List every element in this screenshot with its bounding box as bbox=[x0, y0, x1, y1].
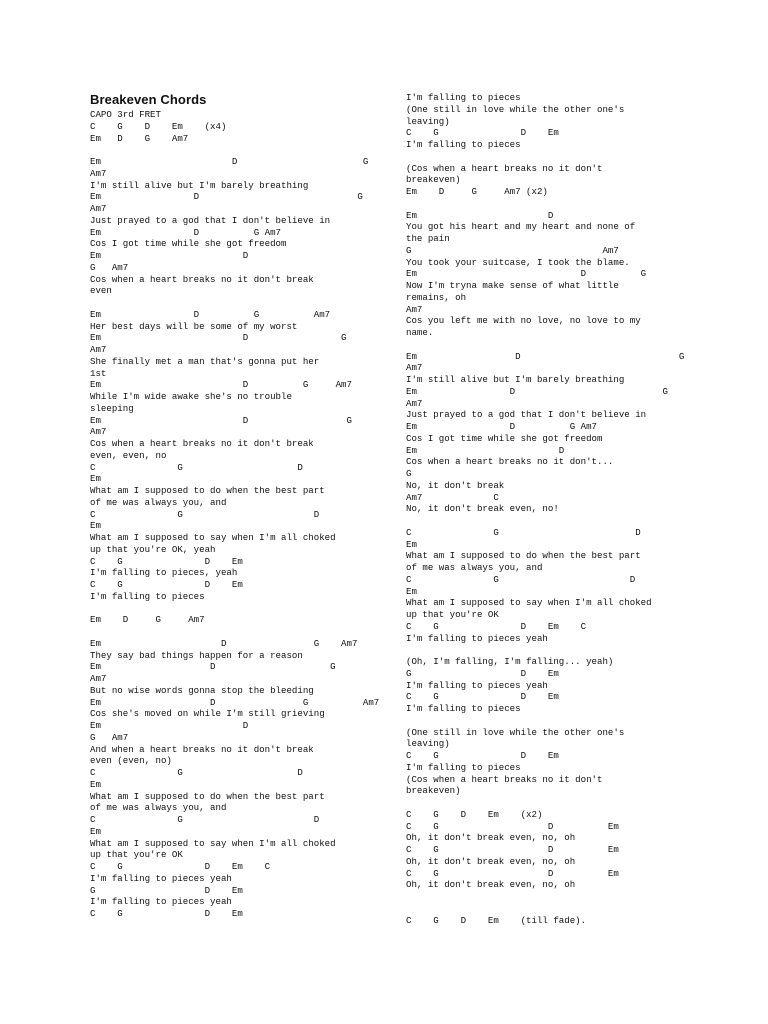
right-column-lyrics bbox=[406, 92, 684, 926]
lyric-line: Em bbox=[90, 778, 101, 790]
lyric-line: C G D Em bbox=[406, 844, 619, 855]
lyric-line: C G D Em bbox=[406, 691, 559, 703]
lyric-line: Em D G bbox=[90, 661, 336, 673]
lyric-line: Em D G Am7 (x2) bbox=[406, 186, 548, 197]
lyric-line: even (even, no) bbox=[90, 755, 172, 767]
lyric-line: 1st bbox=[90, 367, 107, 379]
lyric-line: I'm falling to pieces yeah bbox=[406, 632, 548, 644]
lyric-line bbox=[406, 515, 684, 527]
lyric-line: Em D G bbox=[90, 414, 352, 426]
song-title: Breakeven Chords bbox=[90, 92, 207, 107]
lyric-line: breakeven) bbox=[406, 785, 461, 797]
lyric-line: You took your suitcase, I took the blame. bbox=[406, 256, 630, 268]
lyric-line: Em D G Am7 bbox=[90, 132, 189, 144]
lyric-line: Oh, it don't break even, no, oh bbox=[406, 879, 576, 891]
lyric-line: C G D bbox=[406, 573, 636, 585]
lyric-line: Cos you left me with no love, no love to my bbox=[406, 315, 641, 327]
lyric-line: Em bbox=[90, 473, 101, 485]
lyric-line: C G D Em (x2) bbox=[406, 808, 543, 820]
lyric-line: Cos I got time while she got freedom bbox=[90, 238, 287, 250]
lyric-line: Em D G bbox=[90, 332, 347, 344]
lyric-line: C G D Em bbox=[90, 908, 243, 919]
lyric-line bbox=[406, 339, 684, 351]
lyric-line: Am7 bbox=[406, 397, 423, 409]
lyric-line: Am7 bbox=[90, 203, 107, 214]
lyric-line: up that you're OK bbox=[90, 849, 183, 861]
lyric-line: Am7 bbox=[90, 673, 107, 684]
lyric-line: Em D bbox=[90, 720, 249, 731]
lyric-line: Em D G Am7 bbox=[406, 421, 597, 432]
lyric-line: sleeping bbox=[90, 402, 134, 414]
lyric-line: C G D Em bbox=[90, 555, 243, 567]
lyric-line bbox=[90, 144, 379, 156]
lyric-line: CAPO 3rd FRET bbox=[90, 109, 161, 120]
lyric-line: And when a heart breaks no it don't break bbox=[90, 743, 314, 755]
lyric-line: (One still in love while the other one's bbox=[406, 726, 625, 738]
lyric-line: Em D G Am7 bbox=[90, 637, 358, 649]
lyric-line: Am7 bbox=[90, 344, 107, 355]
lyric-line: (One still in love while the other one's bbox=[406, 103, 625, 115]
lyric-line: Am7 bbox=[90, 167, 107, 179]
lyric-line: I'm falling to pieces, yeah bbox=[90, 567, 238, 579]
lyric-line bbox=[406, 903, 684, 915]
lyric-line: Em D bbox=[406, 209, 554, 221]
lyric-line: (Cos when a heart breaks no it don't bbox=[406, 773, 603, 785]
lyric-line: C G D bbox=[90, 767, 303, 778]
lyric-line bbox=[406, 151, 684, 163]
lyric-line: G Am7 bbox=[90, 731, 129, 743]
lyric-line: C G D Em (till fade). bbox=[406, 914, 587, 926]
lyric-line: I'm falling to pieces bbox=[90, 590, 205, 602]
lyric-line: even, even, no bbox=[90, 449, 167, 461]
lyric-line bbox=[406, 797, 684, 809]
lyric-line bbox=[406, 644, 684, 656]
lyric-line: While I'm wide awake she's no trouble bbox=[90, 391, 292, 402]
lyric-line: They say bad things happen for a reason bbox=[90, 649, 303, 661]
lyric-line: Cos she's moved on while I'm still grieving bbox=[90, 708, 325, 720]
left-column-lyrics bbox=[90, 109, 379, 920]
lyric-line: leaving) bbox=[406, 115, 450, 127]
lyric-line: I'm falling to pieces bbox=[406, 761, 521, 773]
lyric-line: Em bbox=[406, 538, 417, 550]
lyric-line: C G D Em (x4) bbox=[90, 120, 227, 132]
lyric-line: C G D bbox=[406, 526, 641, 538]
lyric-line: Just prayed to a god that I don't believe in bbox=[90, 214, 331, 226]
lyric-line: What am I supposed to say when I'm all choked bbox=[90, 532, 336, 543]
lyric-line: You got his heart and my heart and none of bbox=[406, 221, 636, 233]
lyric-line: I'm falling to pieces bbox=[406, 92, 521, 103]
lyric-line: Em D G Am7 bbox=[90, 696, 380, 708]
lyric-line bbox=[90, 297, 379, 309]
lyric-line: What am I supposed to do when the best part bbox=[90, 485, 325, 496]
lyric-line: Em D G bbox=[406, 268, 647, 280]
lyric-line: G bbox=[406, 468, 412, 479]
lyric-line: Em bbox=[90, 520, 101, 532]
lyric-line bbox=[406, 715, 684, 727]
lyric-line: C G D Em C bbox=[406, 620, 587, 632]
lyric-line: I'm falling to pieces bbox=[406, 703, 521, 714]
lyric-line: I'm falling to pieces yeah bbox=[90, 896, 232, 908]
lyric-line bbox=[90, 626, 379, 638]
lyric-line: I'm falling to pieces yeah bbox=[90, 872, 232, 884]
lyric-line: Her best days will be some of my worst bbox=[90, 320, 298, 332]
lyric-line: C G D Em bbox=[90, 579, 243, 590]
lyric-line: G Am7 bbox=[90, 261, 129, 273]
lyric-line: C G D Em bbox=[406, 820, 619, 832]
lyric-line: the pain bbox=[406, 233, 450, 244]
lyric-line: Em D G Am7 bbox=[90, 308, 331, 320]
lyric-line: Oh, it don't break even, no, oh bbox=[406, 832, 576, 844]
lyric-line: Em bbox=[90, 825, 101, 837]
lyric-line: Em D G bbox=[406, 350, 685, 362]
lyric-line: up that you're OK, yeah bbox=[90, 543, 216, 555]
lyric-line: even bbox=[90, 285, 112, 297]
lyric-line: But no wise words gonna stop the bleeding bbox=[90, 684, 314, 696]
lyric-line: C G D bbox=[90, 814, 320, 825]
lyric-line: Em D G Am7 bbox=[90, 226, 281, 238]
lyric-line: Em D G Am7 bbox=[90, 614, 205, 626]
lyric-line: Em bbox=[406, 585, 417, 597]
lyric-line: of me was always you, and bbox=[406, 562, 543, 573]
lyric-line: No, it don't break even, no! bbox=[406, 503, 559, 515]
lyric-line bbox=[406, 891, 684, 903]
lyric-line: remains, oh bbox=[406, 291, 467, 303]
lyric-line: leaving) bbox=[406, 738, 450, 750]
lyric-line: Am7 bbox=[406, 303, 423, 315]
lyric-line: What am I supposed to say when I'm all choked bbox=[90, 837, 336, 849]
lyric-line: (Oh, I'm falling, I'm falling... yeah) bbox=[406, 656, 614, 667]
lyric-line: No, it don't break bbox=[406, 479, 505, 491]
lyric-line: up that you're OK bbox=[406, 609, 499, 620]
lyric-line: Am7 C bbox=[406, 491, 499, 503]
lyric-line: C G D bbox=[90, 461, 303, 473]
lyric-line: Em D G bbox=[406, 385, 668, 397]
lyric-line: Em D G bbox=[90, 191, 363, 203]
lyric-line bbox=[90, 603, 379, 615]
lyric-line: Just prayed to a god that I don't believe in bbox=[406, 409, 647, 421]
lyric-line: (Cos when a heart breaks no it don't bbox=[406, 162, 603, 174]
lyric-line: I'm falling to pieces bbox=[406, 139, 521, 150]
lyric-line: What am I supposed to say when I'm all choked bbox=[406, 597, 652, 609]
lyric-line: of me was always you, and bbox=[90, 802, 227, 814]
lyric-line: Cos when a heart breaks no it don't break bbox=[90, 273, 314, 285]
lyric-line: G D Em bbox=[90, 884, 243, 896]
lyric-line: Em D bbox=[406, 444, 565, 456]
lyric-line: I'm falling to pieces yeah bbox=[406, 679, 548, 691]
lyric-line: G Am7 bbox=[406, 244, 619, 256]
lyric-line: Oh, it don't break even, no, oh bbox=[406, 855, 576, 867]
lyric-line: Cos I got time while she got freedom bbox=[406, 432, 603, 444]
lyric-line bbox=[406, 198, 684, 210]
lyric-line: What am I supposed to do when the best part bbox=[406, 550, 641, 562]
lyric-line: What am I supposed to do when the best part bbox=[90, 790, 325, 802]
lyric-line: I'm still alive but I'm barely breathing bbox=[90, 179, 309, 191]
lyric-line: Em D bbox=[90, 250, 249, 261]
lyric-line: C G D bbox=[90, 508, 320, 520]
lyric-line: Am7 bbox=[90, 426, 107, 438]
lyric-line: C G D Em bbox=[406, 750, 559, 761]
lyric-line: C G D Em C bbox=[90, 861, 271, 872]
lyric-line: She finally met a man that's gonna put her bbox=[90, 355, 320, 367]
lyric-line: I'm still alive but I'm barely breathing bbox=[406, 374, 625, 385]
lyric-line: name. bbox=[406, 327, 434, 338]
lyric-line: Cos when a heart breaks no it don't... bbox=[406, 456, 614, 468]
lyric-line: Em D G Am7 bbox=[90, 379, 352, 391]
lyric-line: breakeven) bbox=[406, 174, 461, 186]
lyric-line: Em D G bbox=[90, 156, 369, 167]
lyric-line: Now I'm tryna make sense of what little bbox=[406, 280, 619, 291]
lyric-line: Cos when a heart breaks no it don't break bbox=[90, 438, 314, 449]
lyric-line: G D Em bbox=[406, 667, 559, 679]
lyric-line: of me was always you, and bbox=[90, 496, 227, 508]
lyric-line: Am7 bbox=[406, 362, 423, 374]
lyric-line: C G D Em bbox=[406, 867, 619, 879]
lyric-line: C G D Em bbox=[406, 127, 559, 139]
